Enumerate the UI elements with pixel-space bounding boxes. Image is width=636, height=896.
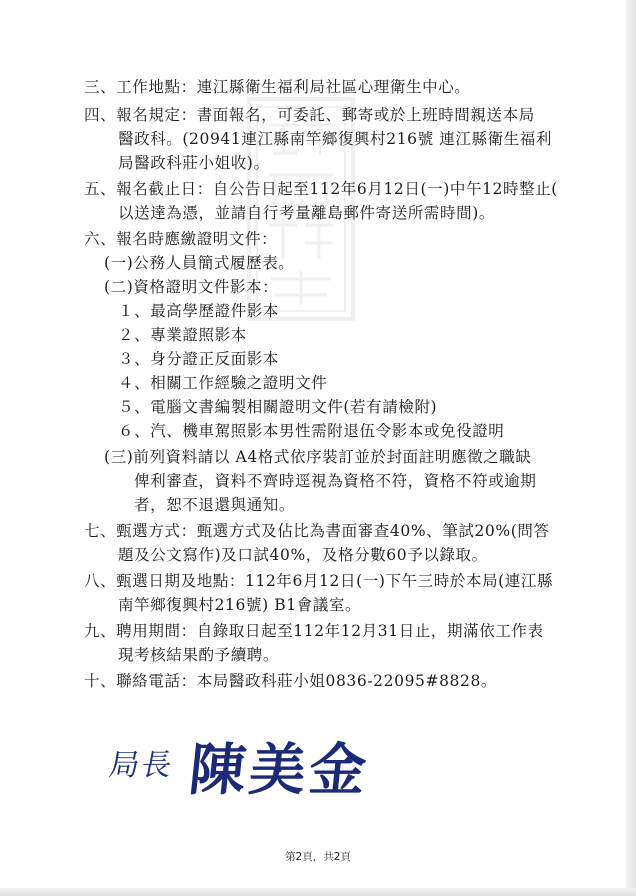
- binding-line-2: 俾利審查，資料不齊時逕視為資格不符，資格不符或逾期: [134, 472, 537, 490]
- director-signature-stamp: [106, 728, 390, 803]
- section-deadline: 五、報名截止日：自公告日起至112年6月12日(一)中午12時整止(: [84, 180, 558, 198]
- doc-item-resume: (一)公務人員簡式履歷表。: [104, 254, 295, 272]
- section-contact-phone: 十、聯絡電話：本局醫政科莊小姐0836-22095#8828。: [84, 672, 498, 690]
- section-required-documents: 六、報名時應繳證明文件：: [84, 230, 278, 248]
- qualification-item-3: ３、身分證正反面影本: [118, 350, 280, 368]
- signature-name: 陳美金: [186, 737, 374, 803]
- qualification-item-2: ２、專業證照影本: [118, 326, 247, 344]
- selection-method-line-2: 題及公文寫作)及口試40%，及格分數60予以錄取。: [118, 546, 488, 564]
- selection-date-line-2: 南竿鄉復興村216號) B1會議室。: [118, 596, 362, 614]
- deadline-line-2: 以送達為憑，並請自行考量離島郵件寄送所需時間)。: [118, 204, 495, 222]
- employment-period-line-2: 現考核結果酌予續聘。: [118, 646, 280, 664]
- qualification-item-4: ４、相關工作經驗之證明文件: [118, 374, 328, 392]
- doc-item-qualification: (二)資格證明文件影本：: [104, 278, 279, 296]
- doc-item-binding: (三)前列資料請以 A4格式依序裝訂並於封面註明應徵之職缺: [104, 448, 532, 466]
- registration-rules-line-2: 醫政科。(20941連江縣南竿鄉復興村216號 連江縣衛生福利: [118, 130, 552, 148]
- qualification-item-6: ６、汽、機車駕照影本男性需附退伍令影本或免役證明: [118, 422, 505, 440]
- binding-line-3: 者，恕不退還與通知。: [134, 496, 296, 514]
- section-selection-method: 七、甄選方式：甄選方式及佔比為書面審查40%、筆試20%(問答: [84, 522, 550, 540]
- qualification-item-5: ５、電腦文書編製相關證明文件(若有請檢附): [118, 398, 438, 416]
- qualification-item-1: １、最高學歷證件影本: [118, 302, 280, 320]
- section-selection-date: 八、甄選日期及地點：112年6月12日(一)下午三時於本局(連江縣: [84, 572, 554, 590]
- page-number-footer: 第2頁，共2頁: [285, 851, 351, 863]
- signature-title: 局長: [106, 748, 177, 783]
- section-registration-rules: 四、報名規定：書面報名，可委託、郵寄或於上班時間親送本局: [84, 106, 535, 124]
- registration-rules-line-3: 局醫政科莊小姐收)。: [118, 154, 270, 172]
- section-work-location: 三、工作地點：連江縣衛生福利局社區心理衛生中心。: [84, 78, 471, 96]
- page-edge-bottom: [0, 888, 636, 896]
- page-edge-right: [626, 0, 636, 896]
- section-employment-period: 九、聘用期間：自錄取日起至112年12月31日止，期滿依工作表: [84, 622, 544, 640]
